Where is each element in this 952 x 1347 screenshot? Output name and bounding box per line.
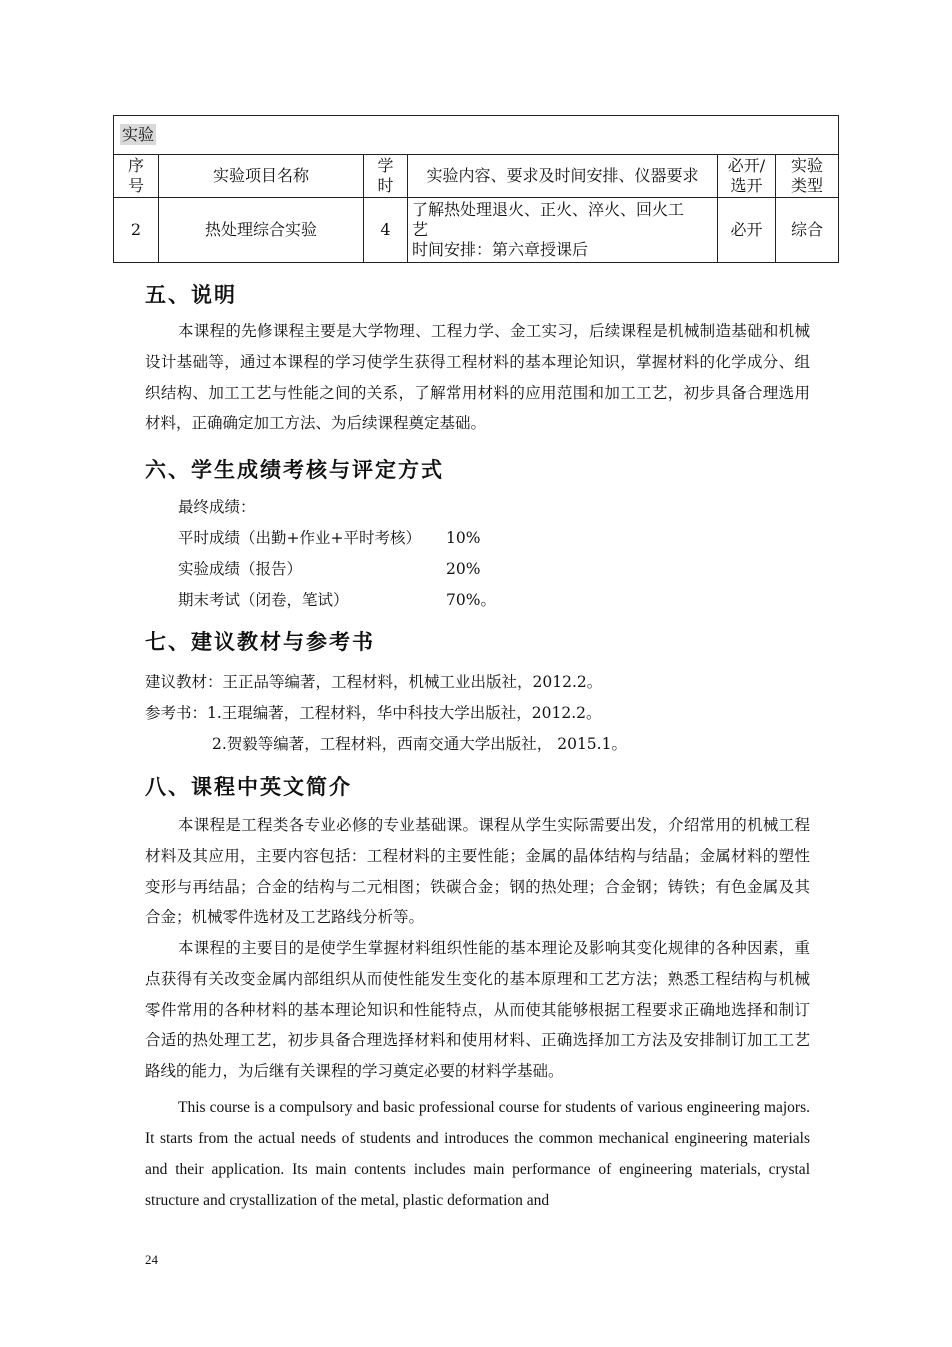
- reference-line: 参考书：1.王琨编著，工程材料，华中科技大学出版社，2012.2。: [145, 704, 602, 722]
- grade-item-value: 10%: [446, 529, 481, 547]
- header-type: 实验 类型: [776, 155, 839, 198]
- cell-seq: 2: [114, 198, 159, 263]
- section-5-text: 本课程的先修课程主要是大学物理、工程力学、金工实习，后续课程是机械制造基础和机械设计基础等，通过本课程的学习使学生获得工程材料的基本理论知识，掌握材料的化学成分、组织结构、加工工艺与性能之间的关系，了解常用材料的应用范围和加工工艺，初步具备合理选用材料，正确确定加工方法、为后续课程奠定基础。: [145, 322, 810, 433]
- header-seq: 序 号: [114, 155, 159, 198]
- grade-intro: 最终成绩：: [178, 498, 256, 516]
- header-content: 实验内容、要求及时间安排、仪器要求: [408, 155, 718, 198]
- textbook-line: 建议教材：王正品等编著，工程材料，机械工业出版社，2012.2。: [145, 673, 603, 691]
- grade-item-value: 20%: [446, 560, 481, 578]
- cell-content: 了解热处理退火、正火、淬火、回火工 艺 时间安排：第六章授课后: [408, 198, 718, 263]
- cell-name: 热处理综合实验: [159, 198, 364, 263]
- cell-type: 综合: [776, 198, 839, 263]
- grade-item-value: 70%。: [446, 591, 496, 609]
- section-7-heading: 七、建议教材与参考书: [145, 630, 375, 654]
- table-header-row: [114, 155, 839, 198]
- page-number: 24: [145, 1252, 158, 1267]
- header-name: 实验项目名称: [159, 155, 364, 198]
- table-title-cell: [114, 116, 839, 155]
- reference-line: 2.贺毅等编著，工程材料，西南交通大学出版社， 2015.1。: [212, 735, 627, 753]
- grade-item-label: 平时成绩（出勤+作业+平时考核）: [178, 529, 421, 547]
- section-5-heading: 五、说明: [145, 283, 237, 307]
- grade-item-label: 实验成绩（报告）: [178, 560, 303, 578]
- cell-hours: 4: [364, 198, 408, 263]
- cell-required: 必开: [718, 198, 776, 263]
- table-row: [114, 198, 839, 263]
- intro-paragraph-en: This course is a compulsory and basic professional course for students of various engineering majors. It starts from the actual needs of students and introduces the common mechanical engineering materials and their application. Its main contents includes main performance of engineering materials, crystal structure and crystallization of the metal, plastic deformation and: [145, 1099, 810, 1209]
- table-title: 实验: [122, 125, 155, 144]
- experiment-table: [113, 115, 839, 263]
- section-8-heading: 八、课程中英文简介: [145, 775, 352, 799]
- header-required: 必开/ 选开: [718, 155, 776, 198]
- header-hours: 学 时: [364, 155, 408, 198]
- section-6-heading: 六、学生成绩考核与评定方式: [145, 458, 444, 482]
- intro-paragraph-cn-2: 本课程的主要目的是使学生掌握材料组织性能的基本理论及影响其变化规律的各种因素，重点获得有关改变金属内部组织从而使性能发生变化的基本原理和工艺方法；熟悉工程结构与机械零件常用的各种材料的基本理论知识和性能特点，从而使其能够根据工程要求正确地选择和制订合适的热处理工艺，初步具备合理选择材料和使用材料、正确选择加工方法及安排制订加工工艺路线的能力，为后继有关课程的学习奠定必要的材料学基础。: [145, 939, 810, 1081]
- intro-paragraph-cn-1: 本课程是工程类各专业必修的专业基础课。课程从学生实际需要出发，介绍常用的机械工程材料及其应用，主要内容包括：工程材料的主要性能；金属的晶体结构与结晶；金属材料的塑性变形与再结晶；合金的结构与二元相图；铁碳合金；钢的热处理；合金钢；铸铁；有色金属及其合金；机械零件选材及工艺路线分析等。: [145, 816, 810, 927]
- grade-item-label: 期末考试（闭卷，笔试）: [178, 591, 349, 609]
